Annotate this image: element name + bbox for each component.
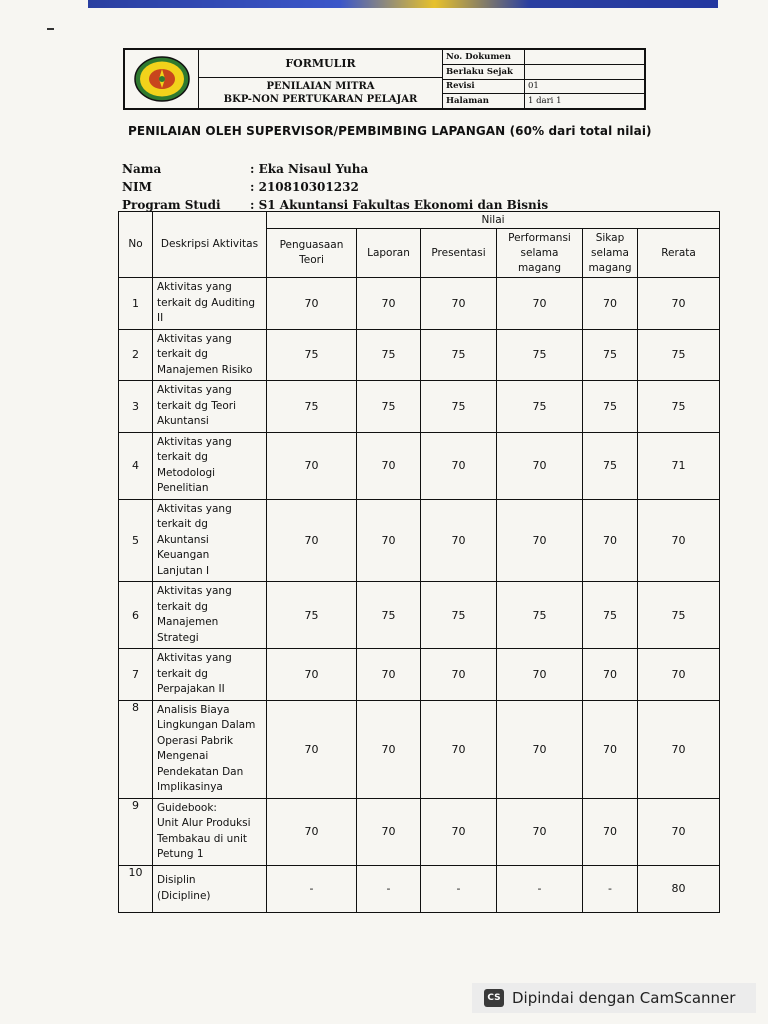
score-penguasaan: 70 bbox=[267, 798, 357, 865]
row-number: 10 bbox=[119, 865, 153, 912]
score-sikap: 70 bbox=[583, 649, 638, 701]
row-number: 6 bbox=[119, 582, 153, 649]
name-label: Nama bbox=[122, 162, 162, 176]
university-seal-icon bbox=[133, 55, 191, 103]
col-header-line: Performansi bbox=[508, 231, 571, 244]
description-line: terkait dg bbox=[157, 451, 208, 463]
col-header-no: No bbox=[119, 212, 153, 278]
score-performansi: 75 bbox=[497, 329, 583, 381]
col-header-penguasaan bbox=[267, 229, 357, 278]
meta-row bbox=[443, 50, 644, 65]
activity-description bbox=[153, 582, 267, 649]
description-line: Akuntansi bbox=[157, 533, 209, 546]
score-performansi: 70 bbox=[497, 700, 583, 798]
description-line: Disiplin bbox=[157, 874, 196, 886]
description-line: Petung 1 bbox=[157, 848, 204, 860]
col-header-laporan: Laporan bbox=[357, 229, 421, 278]
description-line: Manajemen bbox=[157, 616, 219, 628]
score-performansi: 70 bbox=[497, 432, 583, 499]
form-title bbox=[199, 78, 442, 108]
description-line: Strategi bbox=[157, 631, 199, 644]
scanner-badge bbox=[472, 983, 756, 1013]
score-sikap: 70 bbox=[583, 499, 638, 582]
camscanner-icon: CS bbox=[484, 989, 504, 1007]
description-line: Keuangan bbox=[157, 549, 210, 561]
prodi-value: : S1 Akuntansi Fakultas Ekonomi dan Bisnis bbox=[250, 198, 549, 212]
form-header bbox=[123, 48, 646, 110]
description-line: Lingkungan Dalam bbox=[157, 719, 256, 731]
score-rerata: 71 bbox=[638, 432, 720, 499]
table-row bbox=[119, 432, 720, 499]
col-header-line: selama bbox=[591, 246, 629, 259]
description-line: Aktivitas yang bbox=[157, 435, 232, 448]
scan-mark bbox=[47, 28, 54, 30]
activity-description bbox=[153, 798, 267, 865]
name-value: : Eka Nisaul Yuha bbox=[250, 162, 369, 176]
activity-description bbox=[153, 329, 267, 381]
table-row bbox=[119, 499, 720, 582]
nim-value: : 210810301232 bbox=[250, 180, 359, 194]
table-row bbox=[119, 329, 720, 381]
description-line: Pendekatan Dan bbox=[157, 765, 244, 778]
description-line: terkait dg Teori bbox=[157, 399, 237, 412]
description-line: (Dicipline) bbox=[157, 889, 211, 902]
description-line: Metodologi bbox=[157, 466, 216, 479]
scan-top-strip bbox=[88, 0, 718, 8]
col-header-line: Penguasaan bbox=[279, 239, 344, 251]
score-presentasi: - bbox=[421, 865, 497, 912]
score-sikap: 70 bbox=[583, 278, 638, 330]
description-line: Akuntansi bbox=[157, 415, 209, 427]
score-penguasaan: 70 bbox=[267, 278, 357, 330]
meta-value: 1 dari 1 bbox=[528, 96, 562, 107]
meta-row bbox=[443, 94, 644, 108]
score-rerata: 70 bbox=[638, 278, 720, 330]
score-penguasaan: - bbox=[267, 865, 357, 912]
score-presentasi: 70 bbox=[421, 499, 497, 582]
meta-key: No. Dokumen bbox=[443, 50, 525, 64]
score-rerata: 75 bbox=[638, 329, 720, 381]
description-line: Penelitian bbox=[157, 482, 209, 494]
description-line: Aktivitas yang bbox=[157, 332, 232, 345]
row-number: 2 bbox=[119, 329, 153, 381]
score-laporan: 70 bbox=[357, 278, 421, 330]
description-line: Operasi Pabrik bbox=[157, 734, 234, 747]
activity-description bbox=[153, 432, 267, 499]
description-line: terkait dg Auditing bbox=[157, 296, 256, 309]
row-number: 4 bbox=[119, 432, 153, 499]
meta-value bbox=[525, 50, 644, 64]
description-line: terkait dg bbox=[157, 348, 208, 360]
description-line: Aktivitas yang bbox=[157, 384, 232, 396]
nim-label: NIM bbox=[122, 180, 152, 194]
score-laporan: 75 bbox=[357, 582, 421, 649]
score-penguasaan: 70 bbox=[267, 432, 357, 499]
score-presentasi: 75 bbox=[421, 381, 497, 433]
score-laporan: 70 bbox=[357, 798, 421, 865]
grades-table bbox=[118, 211, 720, 913]
row-number: 5 bbox=[119, 499, 153, 582]
score-performansi: 70 bbox=[497, 499, 583, 582]
col-header-line: selama bbox=[520, 246, 559, 259]
score-penguasaan: 75 bbox=[267, 381, 357, 433]
document-meta bbox=[443, 50, 644, 108]
score-rerata: 75 bbox=[638, 582, 720, 649]
col-header-desc: Deskripsi Aktivitas bbox=[153, 212, 267, 278]
col-group-nilai: Nilai bbox=[267, 212, 720, 229]
score-sikap: 70 bbox=[583, 798, 638, 865]
row-number: 1 bbox=[119, 278, 153, 330]
activity-description bbox=[153, 865, 267, 912]
score-presentasi: 70 bbox=[421, 432, 497, 499]
col-header-line: Teori bbox=[299, 254, 324, 266]
activity-description bbox=[153, 381, 267, 433]
score-rerata: 70 bbox=[638, 499, 720, 582]
meta-row bbox=[443, 80, 644, 95]
score-rerata: 70 bbox=[638, 700, 720, 798]
score-laporan: 75 bbox=[357, 381, 421, 433]
score-performansi: 70 bbox=[497, 649, 583, 701]
score-performansi: 70 bbox=[497, 798, 583, 865]
col-header-rerata: Rerata bbox=[638, 229, 720, 278]
score-rerata: 70 bbox=[638, 649, 720, 701]
score-performansi: 70 bbox=[497, 278, 583, 330]
score-laporan: 75 bbox=[357, 329, 421, 381]
description-line: terkait dg bbox=[157, 667, 208, 680]
score-rerata: 75 bbox=[638, 381, 720, 433]
col-header-line: Sikap bbox=[595, 231, 625, 244]
form-title-line2: BKP-NON PERTUKARAN PELAJAR bbox=[223, 94, 418, 106]
activity-description bbox=[153, 649, 267, 701]
description-line: Mengenai bbox=[157, 750, 209, 762]
description-line: Aktivitas yang bbox=[157, 281, 232, 293]
score-penguasaan: 70 bbox=[267, 649, 357, 701]
col-header-line: magang bbox=[517, 261, 562, 274]
prodi-label: Program Studi bbox=[122, 198, 221, 212]
row-number: 3 bbox=[119, 381, 153, 433]
col-header-performansi bbox=[497, 229, 583, 278]
score-penguasaan: 70 bbox=[267, 700, 357, 798]
description-line: Tembakau di unit bbox=[157, 832, 248, 845]
activity-description bbox=[153, 700, 267, 798]
score-presentasi: 70 bbox=[421, 278, 497, 330]
score-performansi: 75 bbox=[497, 582, 583, 649]
row-number: 8 bbox=[119, 700, 153, 798]
score-penguasaan: 75 bbox=[267, 329, 357, 381]
score-rerata: 70 bbox=[638, 798, 720, 865]
score-presentasi: 75 bbox=[421, 329, 497, 381]
description-line: terkait dg bbox=[157, 518, 208, 530]
score-sikap: 70 bbox=[583, 700, 638, 798]
meta-row bbox=[443, 65, 644, 80]
score-sikap: 75 bbox=[583, 432, 638, 499]
meta-key: Berlaku Sejak bbox=[443, 65, 525, 79]
score-rerata: 80 bbox=[638, 865, 720, 912]
table-row bbox=[119, 865, 720, 912]
description-line: II bbox=[157, 312, 164, 324]
score-sikap: 75 bbox=[583, 329, 638, 381]
meta-key: Halaman bbox=[443, 94, 525, 108]
meta-value: 01 bbox=[528, 81, 539, 92]
row-number: 9 bbox=[119, 798, 153, 865]
score-laporan: 70 bbox=[357, 499, 421, 582]
table-row bbox=[119, 649, 720, 701]
score-penguasaan: 70 bbox=[267, 499, 357, 582]
score-presentasi: 75 bbox=[421, 582, 497, 649]
score-presentasi: 70 bbox=[421, 798, 497, 865]
description-line: Aktivitas yang bbox=[157, 585, 232, 597]
score-sikap: 75 bbox=[583, 381, 638, 433]
description-line: terkait dg bbox=[157, 600, 208, 613]
university-logo bbox=[125, 50, 199, 108]
form-title-line1: PENILAIAN MITRA bbox=[266, 81, 375, 93]
score-laporan: 70 bbox=[357, 700, 421, 798]
score-presentasi: 70 bbox=[421, 649, 497, 701]
row-number: 7 bbox=[119, 649, 153, 701]
table-row bbox=[119, 278, 720, 330]
description-line: Unit Alur Produksi bbox=[157, 817, 251, 829]
description-line: Implikasinya bbox=[157, 781, 223, 793]
description-line: Perpajakan II bbox=[157, 683, 225, 695]
table-row bbox=[119, 381, 720, 433]
description-line: Manajemen Risiko bbox=[157, 363, 253, 376]
description-line: Analisis Biaya bbox=[157, 703, 230, 716]
description-line: Aktivitas yang bbox=[157, 652, 232, 664]
score-laporan: 70 bbox=[357, 432, 421, 499]
meta-value bbox=[525, 65, 644, 79]
score-laporan: 70 bbox=[357, 649, 421, 701]
score-penguasaan: 75 bbox=[267, 582, 357, 649]
col-header-sikap bbox=[583, 229, 638, 278]
activity-description bbox=[153, 278, 267, 330]
description-line: Aktivitas yang bbox=[157, 502, 232, 515]
score-presentasi: 70 bbox=[421, 700, 497, 798]
activity-description bbox=[153, 499, 267, 582]
table-row bbox=[119, 798, 720, 865]
score-performansi: 75 bbox=[497, 381, 583, 433]
col-header-line: magang bbox=[588, 261, 632, 274]
form-label: FORMULIR bbox=[199, 50, 442, 78]
score-sikap: 75 bbox=[583, 582, 638, 649]
table-row bbox=[119, 582, 720, 649]
form-title-block bbox=[199, 50, 443, 108]
grades-body bbox=[119, 278, 720, 913]
description-line: Guidebook: bbox=[157, 801, 217, 814]
description-line: Lanjutan I bbox=[157, 564, 210, 577]
score-performansi: - bbox=[497, 865, 583, 912]
score-sikap: - bbox=[583, 865, 638, 912]
meta-key: Revisi bbox=[443, 80, 525, 94]
score-laporan: - bbox=[357, 865, 421, 912]
section-title: PENILAIAN OLEH SUPERVISOR/PEMBIMBING LAPANGAN (60% dari total nilai) bbox=[128, 124, 652, 138]
col-header-presentasi: Presentasi bbox=[421, 229, 497, 278]
scanner-badge-text: Dipindai dengan CamScanner bbox=[512, 989, 736, 1007]
table-row bbox=[119, 700, 720, 798]
